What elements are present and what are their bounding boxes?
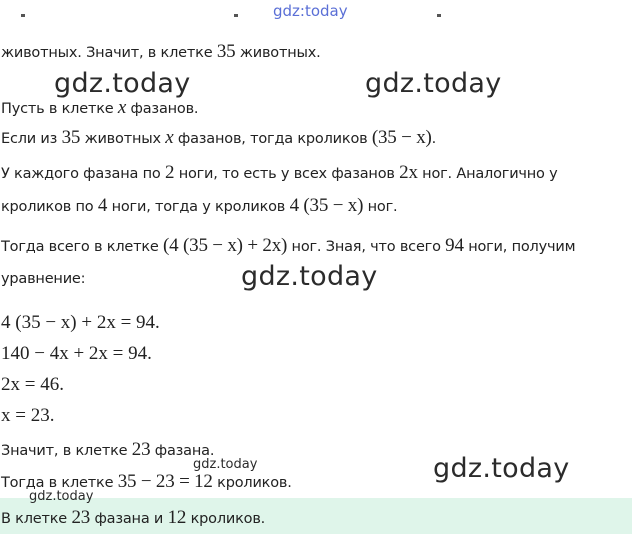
text-line-9: Тогда в клетке 35 − 23 = 12 кроликов. — [1, 471, 292, 492]
text-line-1: животных. Значит, в клетке 35 животных. — [1, 41, 321, 62]
cropped-text-fragment — [437, 14, 441, 17]
watermark: gdz.today — [193, 457, 258, 472]
watermark: gdz.today — [365, 68, 502, 99]
equation-2: 140 − 4x + 2x = 94. — [1, 343, 152, 364]
watermark: gdz.today — [29, 489, 94, 504]
top-watermark: gdz:today — [273, 2, 348, 20]
text-line-3: Если из 35 животных x фазанов, тогда кроликов (35 − x). — [1, 127, 437, 148]
text-line-8: Значит, в клетке 23 фазана. — [1, 439, 215, 460]
text-line-2: Пусть в клетке x фазанов. — [1, 97, 199, 118]
answer-text: В клетке 23 фазана и 12 кроликов. — [1, 507, 266, 528]
cropped-text-fragment — [234, 14, 238, 17]
equation-1: 4 (35 − x) + 2x = 94. — [1, 312, 160, 333]
cropped-text-fragment — [21, 14, 25, 17]
watermark: gdz.today — [54, 68, 191, 99]
text-line-6: Тогда всего в клетке (4 (35 − x) + 2x) ног. Зная, что всего 94 ноги, получим — [1, 235, 576, 256]
text-line-7: уравнение: — [1, 271, 86, 287]
watermark: gdz.today — [241, 261, 378, 292]
equation-3: 2x = 46. — [1, 374, 64, 395]
watermark: gdz.today — [433, 453, 570, 484]
text-line-5: кроликов по 4 ноги, тогда у кроликов 4 (35 − x) ног. — [1, 195, 398, 216]
text-line-4: У каждого фазана по 2 ноги, то есть у всех фазанов 2x ног. Аналогично у — [1, 162, 558, 183]
equation-4: x = 23. — [1, 405, 55, 426]
